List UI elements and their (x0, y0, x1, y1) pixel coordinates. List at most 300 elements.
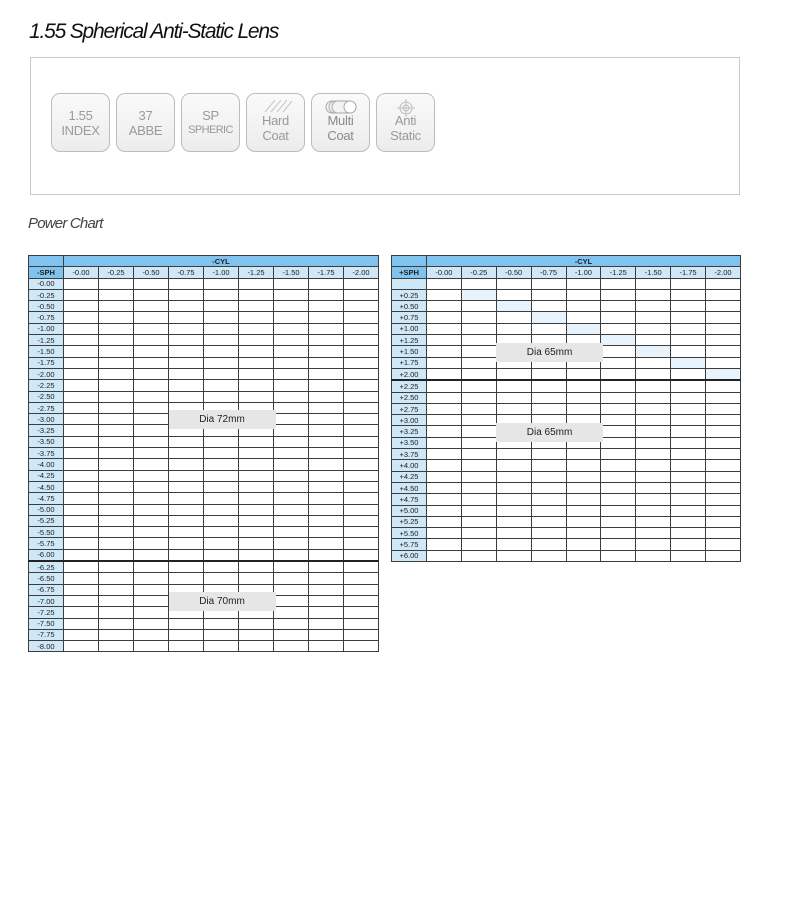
table-cell (601, 449, 636, 460)
table-row (29, 289, 379, 300)
table-cell (671, 335, 706, 346)
page-title: 1.55 Spherical Anti-Static Lens (29, 20, 279, 43)
table-cell (706, 415, 741, 426)
table-row (392, 403, 741, 414)
table-cell (99, 470, 134, 481)
table-cell (636, 312, 671, 323)
table-cell (344, 335, 379, 346)
sph-row-header: -2.25 (29, 380, 64, 391)
table-cell (531, 392, 566, 403)
table-cell (274, 515, 309, 526)
table-cell (99, 368, 134, 379)
table-cell (636, 494, 671, 505)
sph-row-header: -3.75 (29, 448, 64, 459)
table-cell (601, 528, 636, 539)
cyl-column-header: -0.50 (496, 267, 531, 278)
table-cell (204, 629, 239, 640)
table-cell (239, 629, 274, 640)
table-cell (134, 278, 169, 289)
table-cell (531, 278, 566, 289)
table-cell (496, 380, 531, 392)
abbe-icon (116, 93, 175, 152)
table-cell (566, 505, 601, 516)
table-cell (239, 357, 274, 368)
table-cell (531, 505, 566, 516)
index-icon (51, 93, 110, 152)
table-cell (204, 549, 239, 561)
table-cell (134, 357, 169, 368)
hard-coat-icon (246, 93, 305, 152)
sph-row-header: +0.50 (392, 301, 427, 312)
sph-row-header: +5.75 (392, 539, 427, 550)
table-cell (566, 312, 601, 323)
table-row (29, 618, 379, 629)
table-cell (566, 539, 601, 550)
table-cell (134, 312, 169, 323)
table-cell (274, 323, 309, 334)
table-cell (601, 278, 636, 289)
table-cell (461, 437, 496, 448)
table-cell (64, 335, 99, 346)
table-cell (309, 323, 344, 334)
table-cell (706, 323, 741, 334)
table-cell (64, 481, 99, 492)
sph-row-header: +0.75 (392, 312, 427, 323)
table-cell (344, 448, 379, 459)
table-cell (566, 301, 601, 312)
table-cell (204, 335, 239, 346)
sph-row-header: -6.00 (29, 549, 64, 561)
table-row (29, 573, 379, 584)
spheric-value: SP (202, 107, 219, 123)
table-cell (706, 403, 741, 414)
table-cell (64, 289, 99, 300)
table-row (29, 538, 379, 549)
table-cell (671, 539, 706, 550)
table-cell (274, 493, 309, 504)
table-cell (99, 414, 134, 425)
table-cell (274, 470, 309, 481)
table-cell (566, 380, 601, 392)
table-cell (239, 391, 274, 402)
table-cell (601, 380, 636, 392)
table-cell (274, 527, 309, 538)
sph-row-header: -3.00 (29, 414, 64, 425)
table-cell (99, 641, 134, 652)
table-cell (134, 368, 169, 379)
table-cell (671, 368, 706, 380)
table-row (392, 539, 741, 550)
table-cell (344, 425, 379, 436)
table-cell (274, 595, 309, 606)
table-cell (169, 470, 204, 481)
table-row (392, 449, 741, 460)
table-row (29, 641, 379, 652)
sph-row-header: -6.75 (29, 584, 64, 595)
table-cell (706, 357, 741, 368)
cyl-column-header: -1.00 (566, 267, 601, 278)
table-cell (427, 550, 462, 561)
table-cell (169, 323, 204, 334)
table-row (392, 505, 741, 516)
table-cell (64, 448, 99, 459)
table-row (29, 357, 379, 368)
sph-row-header: +4.75 (392, 494, 427, 505)
table-cell (309, 561, 344, 573)
table-cell (461, 335, 496, 346)
table-cell (239, 527, 274, 538)
table-cell (636, 289, 671, 300)
table-cell (204, 278, 239, 289)
sph-row-header: -0.25 (29, 289, 64, 300)
table-cell (566, 550, 601, 561)
table-cell (601, 460, 636, 471)
table-cell (169, 481, 204, 492)
table-cell (601, 368, 636, 380)
table-cell (204, 527, 239, 538)
table-cell (531, 403, 566, 414)
table-cell (427, 346, 462, 357)
table-cell (461, 494, 496, 505)
table-cell (274, 414, 309, 425)
spheric-label: SPHERIC (188, 123, 233, 136)
hard-coat-line2: Coat (262, 127, 289, 143)
table-cell (204, 515, 239, 526)
table-cell (566, 494, 601, 505)
table-cell (274, 402, 309, 413)
hard-coat-line1: Hard (262, 112, 289, 128)
table-cell (204, 561, 239, 573)
table-cell (531, 449, 566, 460)
anti-static-line2: Static (390, 127, 421, 143)
spec-icon-panel (30, 57, 740, 195)
table-cell (204, 323, 239, 334)
table-cell (427, 289, 462, 300)
table-cell (99, 584, 134, 595)
table-cell (344, 481, 379, 492)
table-cell (309, 346, 344, 357)
sph-header: -SPH (29, 267, 64, 278)
cyl-column-header: -0.75 (531, 267, 566, 278)
table-cell (134, 436, 169, 447)
table-cell (427, 301, 462, 312)
table-cell (204, 641, 239, 652)
table-cell (636, 528, 671, 539)
sph-row-header: -7.25 (29, 607, 64, 618)
table-cell (99, 629, 134, 640)
table-cell (601, 471, 636, 482)
table-cell (531, 312, 566, 323)
table-row (392, 368, 741, 380)
table-cell (496, 392, 531, 403)
table-cell (64, 515, 99, 526)
table-cell (134, 527, 169, 538)
table-cell (239, 323, 274, 334)
table-row (392, 312, 741, 323)
table-cell (671, 516, 706, 527)
table-cell (309, 493, 344, 504)
table-cell (531, 528, 566, 539)
table-cell (461, 505, 496, 516)
cyl-column-header: -0.00 (64, 267, 99, 278)
table-cell (706, 346, 741, 357)
table-cell (496, 550, 531, 561)
table-cell (636, 301, 671, 312)
table-cell (601, 539, 636, 550)
table-cell (134, 549, 169, 561)
sph-row-header: +2.25 (392, 380, 427, 392)
table-cell (706, 528, 741, 539)
table-cell (274, 436, 309, 447)
multi-coat-line2: Coat (327, 127, 354, 143)
table-cell (706, 494, 741, 505)
table-cell (706, 471, 741, 482)
zone-label-dia-70: Dia 70mm (169, 592, 276, 611)
index-value: 1.55 (68, 107, 93, 123)
table-cell (566, 368, 601, 380)
table-cell (309, 618, 344, 629)
table-cell (99, 380, 134, 391)
table-cell (706, 312, 741, 323)
table-cell (99, 346, 134, 357)
table-cell (706, 335, 741, 346)
table-cell (531, 482, 566, 493)
table-cell (309, 607, 344, 618)
cyl-column-header: -1.50 (636, 267, 671, 278)
table-cell (134, 470, 169, 481)
table-cell (204, 448, 239, 459)
table-cell (99, 425, 134, 436)
table-cell (99, 538, 134, 549)
table-cell (134, 289, 169, 300)
table-cell (309, 538, 344, 549)
table-cell (239, 504, 274, 515)
table-cell (239, 448, 274, 459)
table-cell (99, 481, 134, 492)
table-cell (601, 301, 636, 312)
table-cell (64, 357, 99, 368)
table-cell (427, 403, 462, 414)
table-cell (671, 278, 706, 289)
table-row (29, 312, 379, 323)
table-cell (274, 629, 309, 640)
sph-row-header: -5.75 (29, 538, 64, 549)
table-cell (309, 595, 344, 606)
table-cell (134, 629, 169, 640)
table-cell (134, 538, 169, 549)
table-cell (64, 470, 99, 481)
table-cell (461, 323, 496, 334)
table-cell (566, 516, 601, 527)
table-row (29, 368, 379, 379)
table-cell (496, 505, 531, 516)
corner-cell (29, 256, 64, 267)
sph-row-header: +3.00 (392, 415, 427, 426)
table-cell (671, 403, 706, 414)
table-cell (344, 595, 379, 606)
sph-row-header: -3.25 (29, 425, 64, 436)
table-cell (64, 402, 99, 413)
table-cell (671, 346, 706, 357)
sph-header: +SPH (392, 267, 427, 278)
table-cell (566, 289, 601, 300)
table-cell (601, 323, 636, 334)
table-cell (239, 335, 274, 346)
table-cell (309, 391, 344, 402)
table-cell (274, 481, 309, 492)
table-cell (461, 516, 496, 527)
table-cell (274, 607, 309, 618)
sph-row-header: -2.75 (29, 402, 64, 413)
table-cell (427, 278, 462, 289)
table-cell (134, 504, 169, 515)
table-cell (134, 402, 169, 413)
table-row (392, 380, 741, 392)
table-cell (309, 549, 344, 561)
table-cell (461, 460, 496, 471)
sph-row-header: +3.50 (392, 437, 427, 448)
table-cell (309, 289, 344, 300)
table-cell (671, 392, 706, 403)
table-cell (309, 641, 344, 652)
table-cell (169, 573, 204, 584)
table-cell (64, 629, 99, 640)
table-cell (274, 618, 309, 629)
table-cell (496, 449, 531, 460)
table-cell (239, 380, 274, 391)
table-cell (204, 481, 239, 492)
table-cell (309, 527, 344, 538)
table-cell (531, 301, 566, 312)
table-cell (671, 482, 706, 493)
table-cell (344, 538, 379, 549)
table-cell (204, 368, 239, 379)
table-cell (309, 436, 344, 447)
sph-row-header: +2.50 (392, 392, 427, 403)
table-cell (134, 335, 169, 346)
sph-row-header: +5.50 (392, 528, 427, 539)
table-cell (344, 504, 379, 515)
table-cell (309, 504, 344, 515)
table-cell (671, 323, 706, 334)
sph-row-header: +6.00 (392, 550, 427, 561)
table-cell (601, 346, 636, 357)
table-cell (461, 368, 496, 380)
table-cell (134, 323, 169, 334)
table-cell (169, 436, 204, 447)
table-cell (496, 301, 531, 312)
table-cell (427, 323, 462, 334)
power-chart-title: Power Chart (28, 215, 103, 232)
table-cell (64, 573, 99, 584)
table-cell (496, 460, 531, 471)
table-cell (344, 515, 379, 526)
corner-cell (392, 256, 427, 267)
table-cell (204, 436, 239, 447)
table-cell (64, 561, 99, 573)
table-cell (671, 471, 706, 482)
table-cell (99, 549, 134, 561)
table-cell (274, 346, 309, 357)
table-cell (427, 392, 462, 403)
table-cell (344, 493, 379, 504)
table-cell (134, 301, 169, 312)
table-cell (134, 595, 169, 606)
table-cell (706, 392, 741, 403)
table-cell (601, 516, 636, 527)
table-cell (461, 312, 496, 323)
table-cell (99, 357, 134, 368)
cyl-column-header: -1.50 (274, 267, 309, 278)
table-cell (671, 357, 706, 368)
table-cell (204, 301, 239, 312)
cyl-column-header: -0.50 (134, 267, 169, 278)
table-cell (169, 527, 204, 538)
table-cell (64, 436, 99, 447)
table-cell (169, 538, 204, 549)
zone-label-dia-65-lower: Dia 65mm (496, 423, 603, 442)
table-cell (671, 505, 706, 516)
table-cell (344, 641, 379, 652)
table-cell (344, 346, 379, 357)
table-row (392, 494, 741, 505)
table-cell (636, 392, 671, 403)
table-cell (274, 538, 309, 549)
table-cell (601, 289, 636, 300)
table-cell (274, 561, 309, 573)
table-row (29, 380, 379, 391)
table-cell (274, 425, 309, 436)
table-cell (671, 289, 706, 300)
table-cell (169, 504, 204, 515)
table-cell (239, 538, 274, 549)
table-cell (309, 278, 344, 289)
table-cell (344, 289, 379, 300)
table-cell (706, 516, 741, 527)
table-row (392, 550, 741, 561)
table-cell (64, 504, 99, 515)
table-cell (169, 459, 204, 470)
table-cell (239, 459, 274, 470)
sph-row-header: -4.25 (29, 470, 64, 481)
table-cell (309, 414, 344, 425)
table-cell (99, 301, 134, 312)
table-cell (99, 391, 134, 402)
table-cell (204, 459, 239, 470)
sph-row-header: +5.00 (392, 505, 427, 516)
table-cell (671, 528, 706, 539)
table-cell (427, 471, 462, 482)
table-cell (344, 561, 379, 573)
table-cell (239, 561, 274, 573)
table-cell (204, 538, 239, 549)
table-cell (636, 471, 671, 482)
table-cell (134, 459, 169, 470)
table-cell (134, 493, 169, 504)
table-row (29, 493, 379, 504)
table-cell (636, 346, 671, 357)
sph-row-header: +0.25 (392, 289, 427, 300)
table-cell (566, 403, 601, 414)
table-cell (99, 448, 134, 459)
table-cell (636, 323, 671, 334)
sph-row-header: -4.50 (29, 481, 64, 492)
sph-row-header: -2.50 (29, 391, 64, 402)
table-cell (531, 460, 566, 471)
table-cell (671, 494, 706, 505)
table-cell (309, 402, 344, 413)
table-cell (274, 289, 309, 300)
